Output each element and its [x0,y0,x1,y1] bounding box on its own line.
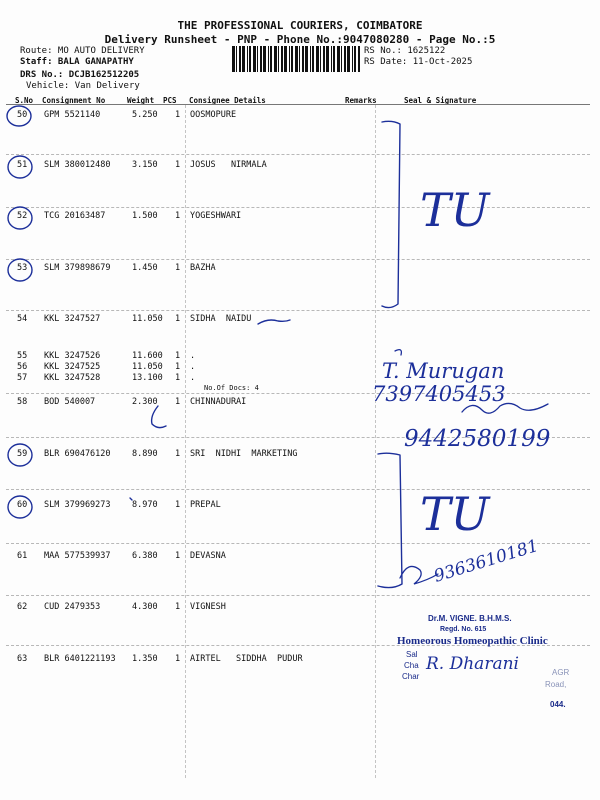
row-weight: 1.350 [132,654,158,664]
row-weight: 6.380 [132,551,158,561]
rs-number: RS No.: 1625122 [364,46,446,56]
row-weight: 11.600 [132,351,163,361]
scribble-mark [258,320,290,324]
row-sno: 61 [17,551,28,561]
row-sno: 55 [17,351,28,361]
barcode-bar [295,46,298,72]
row-consignment: CUD 2479353 [44,602,101,612]
row-pcs: 1 [175,211,181,221]
column-divider [185,105,186,778]
row-divider [6,310,590,311]
row-divider [6,393,590,394]
barcode-bar [239,46,241,72]
phone-handwriting-2: 9442580199 [404,426,551,452]
row-consignee: DEVASNA [190,551,226,561]
row-divider [6,437,590,438]
col-consignee: Consignee Details [189,96,266,105]
col-remarks: Remarks [345,96,377,105]
stamp-faded: AGR [552,668,570,677]
phone-handwriting-3: 9363610181 [431,536,541,587]
scribble-mark [152,406,166,428]
row-pcs: 1 [175,362,181,372]
row-consignment: BLR 6401221193 [44,654,116,664]
bracket-bottom [378,453,402,587]
row-weight: 8.890 [132,449,158,459]
barcode-bar [326,46,329,72]
row-pcs: 1 [175,160,181,170]
col-weight: Weight [127,96,155,105]
barcode [232,46,360,72]
barcode-bar [305,46,308,72]
row-sno: 58 [17,397,28,407]
barcode-bar [268,46,269,72]
row-sno: 54 [17,314,28,324]
barcode-bar [358,46,360,72]
row-consignment: KKL 3247525 [44,362,101,372]
row-divider [6,543,590,544]
col-sno: S.No [15,96,34,105]
row-divider [6,259,590,260]
barcode-bar [299,46,300,72]
stamp-line: Cha [404,661,419,670]
row-consignment: BOD 540007 [44,397,96,407]
stamp-signature: R. Dharani [426,654,519,674]
row-consignment: GPM 5521140 [44,110,101,120]
row-pcs: 1 [175,654,181,664]
column-divider [375,105,376,778]
stamp-line: Char [402,672,420,681]
signature-scribble [400,566,438,584]
vehicle-label: Vehicle: Van Delivery [26,81,140,91]
barcode-bar [333,46,335,72]
row-sno: 52 [17,211,28,221]
col-consignment: Consignment No [42,96,106,105]
row-pcs: 1 [175,314,181,324]
row-weight: 13.100 [132,373,163,383]
row-pcs: 1 [175,397,181,407]
barcode-bar [354,46,356,72]
barcode-bar [302,46,304,72]
row-consignee: BAZHA [190,263,216,273]
row-sno: 53 [17,263,28,273]
row-consignment: MAA 577539937 [44,551,111,561]
barcode-bar [249,46,251,72]
barcode-bar [281,46,283,72]
barcode-bar [278,46,279,72]
row-consignment: SLM 379898679 [44,263,111,273]
col-seal: Seal & Signature [404,96,477,105]
row-sno: 51 [17,160,28,170]
row-consignment: KKL 3247526 [44,351,101,361]
barcode-bar [242,46,245,72]
row-consignee: JOSUS NIRMALA [190,160,267,170]
barcode-bar [257,46,258,72]
barcode-bar [284,46,287,72]
tu-bottom-handwriting: TU [420,487,490,541]
row-consignee: . [190,351,196,361]
stamp-clinic: Homeorous Homeopathic Clinic [397,635,548,647]
row-consignee: PREPAL [190,500,221,510]
company-title: THE PROFESSIONAL COURIERS, COIMBATORE [177,19,423,32]
row-pcs: 1 [175,110,181,120]
row-consignment: BLR 690476120 [44,449,111,459]
row-consignee: SIDHA NAIDU [190,314,252,324]
row-weight: 5.250 [132,110,158,120]
row-sno: 63 [17,654,28,664]
barcode-bar [344,46,346,72]
row-weight: 11.050 [132,362,163,372]
barcode-bar [247,46,248,72]
row-pcs: 1 [175,351,181,361]
stamp-doctor: Dr.M. VIGNE. B.H.M.S. [428,614,512,623]
row-consignee: VIGNESH [190,602,226,612]
barcode-bar [323,46,325,72]
signature-scribble [462,403,548,413]
row-divider [6,595,590,596]
murugan-handwriting: T. Murugan [382,359,505,383]
row-consignment: KKL 3247528 [44,373,101,383]
row-consignee: . [190,373,196,383]
row-sno: 60 [17,500,28,510]
row-consignee: SRI NIDHI MARKETING [190,449,298,459]
barcode-bar [270,46,272,72]
row-weight: 2.300 [132,397,158,407]
row-weight: 4.300 [132,602,158,612]
row-sno: 57 [17,373,28,383]
row-consignee: YOGESHWARI [190,211,242,221]
row-sno: 50 [17,110,28,120]
stamp-faded: Road, [545,680,567,689]
row-pcs: 1 [175,263,181,273]
row-consignment: KKL 3247527 [44,314,101,324]
barcode-bar [274,46,277,72]
row-sno: 62 [17,602,28,612]
rs-date: RS Date: 11-Oct-2025 [364,57,473,67]
row-weight: 1.450 [132,263,158,273]
barcode-bar [236,46,237,72]
barcode-bar [337,46,340,72]
row-pcs: 1 [175,500,181,510]
barcode-bar [289,46,290,72]
route-label: Route: MO AUTO DELIVERY [20,46,145,56]
drs-label: DRS No.: DCJB162512205 [20,70,140,80]
barcode-bar [291,46,293,72]
row-consignment: SLM 379969273 [44,500,111,510]
row-weight: 11.050 [132,314,163,324]
barcode-bar [347,46,350,72]
row-pcs: 1 [175,373,181,383]
row-pcs: 1 [175,602,181,612]
row-consignment: TCG 20163487 [44,211,106,221]
stamp-pin: 044. [550,700,566,709]
phone-handwriting-1: 7397405453 [372,382,506,406]
barcode-bar [316,46,319,72]
barcode-bar [352,46,353,72]
signature-scribble [395,350,401,355]
barcode-bar [310,46,311,72]
row-consignment: SLM 380012480 [44,160,111,170]
row-consignee: CHINNADURAI [190,397,247,407]
barcode-bar [320,46,321,72]
barcode-bar [253,46,256,72]
row-divider [6,489,590,490]
col-pcs: PCS [163,96,177,105]
barcode-bar [331,46,332,72]
row-divider [6,154,590,155]
row-consignee: . [190,362,196,372]
row-weight: 3.150 [132,160,158,170]
row-consignee: OOSMOPURE [190,110,237,120]
barcode-bar [312,46,314,72]
row-sno: 56 [17,362,28,372]
stamp-reg: Regd. No. 615 [440,626,487,633]
runsheet-subtitle: Delivery Runsheet - PNP - Phone No.:9047080280 - Page No.:5 [104,33,496,46]
docs-count: No.Of Docs: 4 [204,384,259,392]
stamp-line: Sal [406,650,418,659]
header-rule [6,104,590,105]
bracket-top [382,121,400,307]
row-weight: 8.970 [132,500,158,510]
row-pcs: 1 [175,449,181,459]
barcode-bar [260,46,262,72]
row-divider [6,207,590,208]
barcode-bar [232,46,235,72]
row-weight: 1.500 [132,211,158,221]
row-pcs: 1 [175,551,181,561]
tu-top-handwriting: TU [420,183,490,237]
staff-label: Staff: BALA GANAPATHY [20,57,134,67]
row-sno: 59 [17,449,28,459]
barcode-bar [263,46,266,72]
row-consignee: AIRTEL SIDDHA PUDUR [190,654,303,664]
barcode-bar [341,46,342,72]
